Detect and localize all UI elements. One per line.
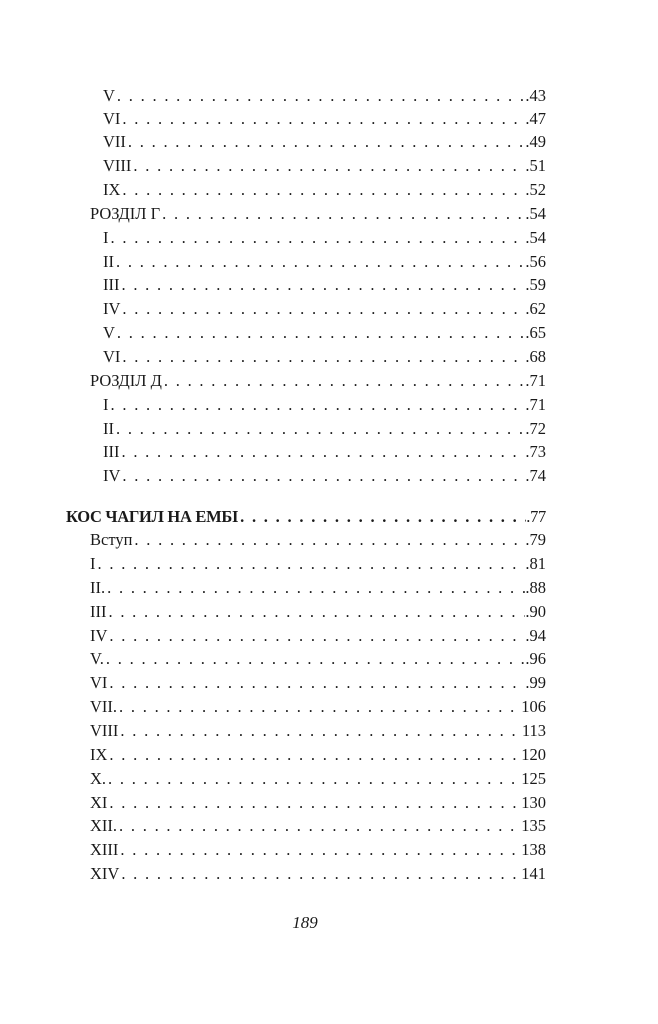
toc-entry (90, 696, 546, 718)
toc-entry-page: 138 (521, 840, 546, 859)
toc-entry-page: .56 (525, 252, 546, 271)
dot-leader (121, 274, 525, 296)
toc-entry-page: .54 (525, 228, 546, 247)
toc-entry-page: .71 (525, 395, 546, 414)
toc-entry-page: .62 (525, 299, 546, 318)
dot-leader (119, 815, 521, 837)
dot-leader (122, 465, 525, 487)
page-number: 189 (292, 913, 318, 932)
toc-entry-label: XIII (90, 840, 119, 859)
dot-leader (133, 155, 525, 177)
toc-entry-page: .59 (525, 275, 546, 294)
toc-entry-page: .71 (525, 371, 546, 390)
toc-entry-label: II. (90, 578, 106, 597)
toc-entry-page: .79 (525, 530, 546, 549)
toc-entry-page: 130 (521, 793, 546, 812)
toc-entry (103, 108, 546, 130)
toc-entry-label: IV (103, 466, 121, 485)
toc-entry-page: .49 (525, 132, 546, 151)
toc-entry-page: .65 (525, 323, 546, 342)
dot-leader (164, 370, 526, 392)
toc-entry-page: 141 (521, 864, 546, 883)
dot-leader (107, 577, 525, 599)
toc-entry-label: XII. (90, 816, 118, 835)
toc-entry-page: .99 (525, 673, 546, 692)
toc-entry (90, 672, 546, 694)
dot-leader (122, 298, 525, 320)
toc-entry-label: XI (90, 793, 108, 812)
toc-entry-label: VII (103, 132, 126, 151)
dot-leader (122, 108, 525, 130)
toc-entry-label: КОС ЧАГИЛ НА ЕМБІ (66, 507, 239, 526)
toc-entry-page: .43 (525, 86, 546, 105)
toc-entry-page: .73 (525, 442, 546, 461)
toc-entry (103, 346, 546, 368)
toc-entry-page: .72 (525, 419, 546, 438)
toc-entry-label: IV (90, 626, 108, 645)
toc-entry-label: V. (90, 649, 104, 668)
dot-leader (120, 839, 521, 861)
dot-leader (116, 251, 525, 273)
toc-entry-label: III (90, 602, 107, 621)
toc-entry (90, 625, 546, 647)
toc-entry-label: VIII (90, 721, 119, 740)
toc-entry (90, 815, 546, 837)
toc-entry (90, 744, 546, 766)
toc-entry (90, 768, 546, 790)
dot-leader (128, 131, 525, 153)
dot-leader (106, 648, 525, 670)
toc-entry (103, 418, 546, 440)
toc-entry-label: III (103, 442, 120, 461)
toc-entry-page: 120 (521, 745, 546, 764)
toc-entry-page: .94 (525, 626, 546, 645)
toc-entry-page: 135 (521, 816, 546, 835)
toc-entry (103, 251, 546, 273)
toc-entry-label: IV (103, 299, 121, 318)
toc-entry-page: .47 (525, 109, 546, 128)
toc-entry-label: РОЗДІЛ Г (90, 204, 161, 223)
toc-entry-label: VI (90, 673, 108, 692)
toc-entry-page: .74 (525, 466, 546, 485)
dot-leader (108, 601, 525, 623)
toc-entry (103, 322, 546, 344)
toc-entry-page: .90 (525, 602, 546, 621)
toc-entry (103, 85, 546, 107)
toc-entry-label: I (90, 554, 96, 573)
toc-entry (90, 863, 546, 885)
toc-entry-page: .81 (525, 554, 546, 573)
dot-leader (111, 227, 526, 249)
toc-entry-label: РОЗДІЛ Д (90, 371, 162, 390)
toc-entry-page: 106 (521, 697, 546, 716)
dot-leader (117, 85, 525, 107)
toc-entry (90, 529, 546, 551)
dot-leader (116, 418, 525, 440)
toc-entry (103, 227, 546, 249)
toc-entry-label: I (103, 228, 109, 247)
toc-section-heading (90, 370, 546, 392)
toc-entry-page: .96 (525, 649, 546, 668)
dot-leader (240, 506, 526, 528)
dot-leader (134, 529, 525, 551)
dot-leader (121, 441, 525, 463)
toc-entry-label: I (103, 395, 109, 414)
toc-entry-label: VIII (103, 156, 132, 175)
dot-leader (122, 179, 525, 201)
toc-entry-page: .68 (525, 347, 546, 366)
toc-entry (103, 465, 546, 487)
toc-entry (103, 155, 546, 177)
dot-leader (109, 744, 521, 766)
toc-entry (90, 720, 546, 742)
dot-leader (108, 768, 521, 790)
toc-entry-page: .52 (525, 180, 546, 199)
toc-section-heading (90, 203, 546, 225)
toc-part-heading (66, 506, 546, 528)
toc-entry-label: II (103, 252, 114, 271)
toc-entry-label: X. (90, 769, 107, 788)
toc-entry-label: VI (103, 109, 121, 128)
toc-entry-page: 125 (521, 769, 546, 788)
toc-entry-label: V (103, 86, 115, 105)
toc-entry-label: VII. (90, 697, 118, 716)
toc-entry-page: .54 (525, 204, 546, 223)
toc-entry-label: VI (103, 347, 121, 366)
toc-entry (103, 441, 546, 463)
dot-leader (117, 322, 525, 344)
dot-leader (120, 720, 521, 742)
dot-leader (109, 625, 525, 647)
toc-entry (103, 179, 546, 201)
dot-leader (122, 346, 525, 368)
toc-entry-label: III (103, 275, 120, 294)
toc-entry (90, 601, 546, 623)
toc-entry-label: II (103, 419, 114, 438)
dot-leader (109, 792, 521, 814)
toc-entry (103, 131, 546, 153)
toc-entry (103, 394, 546, 416)
dot-leader (109, 672, 525, 694)
toc-entry-label: IX (90, 745, 108, 764)
dot-leader (119, 696, 521, 718)
toc-entry (103, 298, 546, 320)
dot-leader (162, 203, 525, 225)
toc-entry-label: IX (103, 180, 121, 199)
toc-entry (90, 577, 546, 599)
dot-leader (98, 553, 526, 575)
toc-entry (90, 648, 546, 670)
toc-entry (103, 274, 546, 296)
toc-entry-page: 113 (521, 721, 546, 740)
toc-entry-label: Вступ (90, 530, 133, 549)
toc-entry-label: XIV (90, 864, 120, 883)
toc-entry-page: .51 (525, 156, 546, 175)
dot-leader (121, 863, 521, 885)
toc-entry (90, 839, 546, 861)
toc-entry-page: .77 (526, 507, 546, 526)
dot-leader (111, 394, 526, 416)
toc-entry-label: V (103, 323, 115, 342)
toc-entry-page: .88 (525, 578, 546, 597)
toc-entry (90, 792, 546, 814)
toc-entry (90, 553, 546, 575)
